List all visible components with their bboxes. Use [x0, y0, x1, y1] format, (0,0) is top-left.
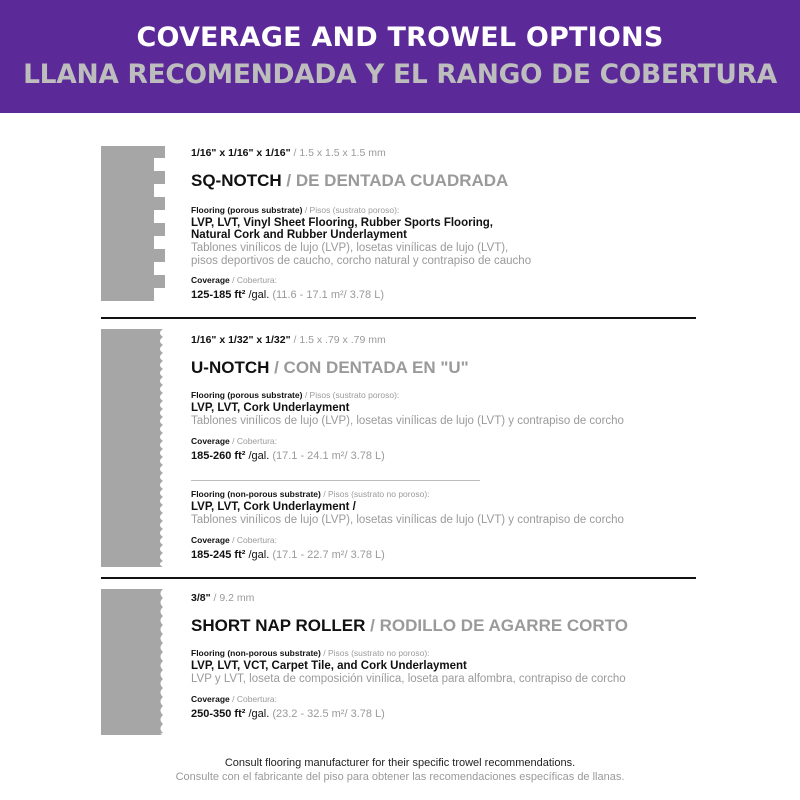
- trowel-name: U-NOTCH / CON DENTADA EN "U": [191, 358, 469, 377]
- group-divider: [191, 480, 480, 481]
- header-banner: [0, 0, 800, 113]
- flooring-spanish: Tablones vinílicos de lujo (LVP), losetas vinílicas de lujo (LVT) y contrapiso de corcho: [191, 514, 624, 526]
- coverage-label: Coverage / Cobertura:: [191, 534, 277, 545]
- flooring-spanish: LVP y LVT, loseta de composición vinílica, loseta para alfombra, contrapiso de corcho: [191, 673, 626, 685]
- flooring-label: Flooring (non-porous substrate) / Pisos (sustrato no poroso):: [191, 489, 430, 499]
- title-english: COVERAGE AND TROWEL OPTIONS: [136, 22, 664, 53]
- flooring-label: Flooring (porous substrate) / Pisos (sustrato poroso):: [191, 205, 400, 215]
- flooring-english: LVP, LVT, VCT, Carpet Tile, and Cork Underlayment: [191, 660, 467, 672]
- sq-notch-trowel-illustration: [101, 146, 165, 301]
- footer-note-english: Consult flooring manufacturer for their specific trowel recommendations.: [224, 757, 576, 769]
- section-divider: [101, 317, 696, 319]
- footer-note-spanish: Consulte con el fabricante del piso para obtener las recomendaciones específicas de llanas.: [175, 771, 625, 783]
- section-sq-notch: [191, 147, 701, 301]
- flooring-english: LVP, LVT, Cork Underlayment /: [191, 501, 356, 513]
- flooring-english: LVP, LVT, Cork Underlayment: [191, 402, 350, 414]
- section-u-notch-non-porous: [191, 489, 701, 561]
- dimensions: 3/8" / 9.2 mm: [191, 592, 255, 604]
- coverage-label: Coverage / Cobertura:: [191, 435, 277, 446]
- u-notch-trowel-illustration: [101, 329, 165, 567]
- section-divider: [101, 577, 696, 579]
- flooring-spanish: Tablones vinílicos de lujo (LVP), losetas vinílicas de lujo (LVT), pisos deportivos de caucho, corcho natural y contrapiso de caucho: [191, 242, 532, 267]
- coverage-value: 250-350 ft² /gal. (23.2 - 32.5 m²/ 3.78 L): [191, 707, 385, 720]
- section-short-nap-roller: [191, 592, 701, 720]
- flooring-english: LVP, LVT, Vinyl Sheet Flooring, Rubber Sports Flooring, Natural Cork and Rubber Underlayment: [191, 217, 494, 241]
- roller-illustration: [101, 589, 165, 735]
- flooring-label: Flooring (non-porous substrate) / Pisos (sustrato no poroso):: [191, 648, 430, 658]
- flooring-label: Flooring (porous substrate) / Pisos (sustrato poroso):: [191, 390, 400, 400]
- coverage-value: 125-185 ft² /gal. (11.6 - 17.1 m²/ 3.78 L): [191, 289, 385, 301]
- coverage-label: Coverage / Cobertura:: [191, 693, 277, 704]
- dimensions: 1/16" x 1/16" x 1/16" / 1.5 x 1.5 x 1.5 mm: [191, 147, 386, 159]
- trowel-name: SQ-NOTCH / DE DENTADA CUADRADA: [191, 171, 509, 190]
- dimensions: 1/16" x 1/32" x 1/32" / 1.5 x .79 x .79 mm: [191, 334, 386, 346]
- coverage-value: 185-245 ft² /gal. (17.1 - 22.7 m²/ 3.78 L): [191, 548, 385, 561]
- coverage-value: 185-260 ft² /gal. (17.1 - 24.1 m²/ 3.78 L): [191, 449, 385, 462]
- flooring-spanish: Tablones vinílicos de lujo (LVP), losetas vinílicas de lujo (LVT) y contrapiso de corcho: [191, 415, 624, 427]
- coverage-label: Coverage / Cobertura:: [191, 275, 277, 285]
- title-spanish: LLANA RECOMENDADA Y EL RANGO DE COBERTURA: [23, 59, 777, 90]
- section-u-notch: [191, 334, 701, 462]
- trowel-name: SHORT NAP ROLLER / RODILLO DE AGARRE CORTO: [191, 616, 628, 635]
